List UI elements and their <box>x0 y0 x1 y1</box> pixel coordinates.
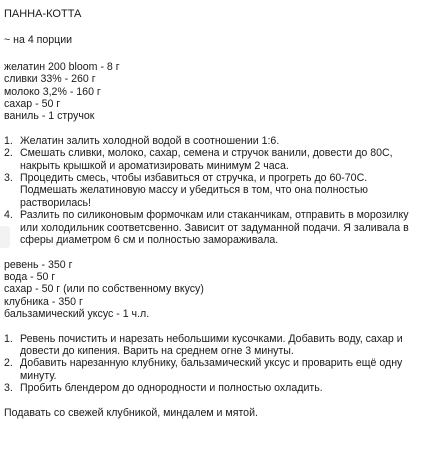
step-number: 2. <box>4 147 13 160</box>
step-text: Желатин залить холодной водой в соотношении 1:6. <box>20 134 280 147</box>
ingredient-line: сахар - 50 г <box>4 98 61 111</box>
step-item <box>4 172 440 209</box>
portions-note: ~ на 4 порции <box>4 34 73 47</box>
step-text: сферы диаметром 6 см и полностью замораживала. <box>20 234 279 247</box>
serving-note: Подавать со свежей клубникой, миндалем и мятой. <box>4 406 258 419</box>
step-item <box>4 209 440 246</box>
step-number: 2. <box>4 357 13 370</box>
step-text: или холодильник соответсвенно. Зависит от задуманной подачи. Я заливала в <box>20 221 409 234</box>
panna-cotta-ingredients <box>4 61 440 123</box>
recipe-title: ПАННА-КОТТА <box>4 8 82 20</box>
step-item <box>4 147 440 172</box>
ingredient-line: молоко 3,2% - 160 г <box>4 85 101 98</box>
step-text: Добавить нарезанную клубнику, бальзамический уксус и проварить ещё одну <box>20 357 403 370</box>
step-number: 3. <box>4 172 13 185</box>
step-item <box>4 382 440 394</box>
step-text: Разлить по силиконовым формочкам или стаканчикам, отправить в морозилку <box>20 209 409 222</box>
step-number: 1. <box>4 134 13 147</box>
step-text: растворилась! <box>20 196 91 209</box>
step-text: накрыть крышкой и ароматизировать минимум 2 часа. <box>20 159 289 172</box>
ingredient-line: вода - 50 г <box>4 270 56 283</box>
step-text: Подмешать желатиновую массу и убедиться в том, что она полностью <box>20 184 368 197</box>
step-text: довести до кипения. Варить на среднем огне 3 минуты. <box>20 344 294 357</box>
step-number: 3. <box>4 382 13 395</box>
step-text: минуту. <box>20 369 57 382</box>
step-item <box>4 357 440 382</box>
sauce-steps <box>4 333 440 395</box>
step-text: Процедить смесь, чтобы избавиться от стручка, и прогреть до 60-70С. <box>20 172 368 185</box>
ingredient-line: бальзамический уксус - 1 ч.л. <box>4 308 150 321</box>
step-text: Пробить блендером до однородности и полностью охладить. <box>20 382 323 395</box>
ingredient-line: сахар - 50 г (или по собственному вкусу) <box>4 283 204 296</box>
step-number: 4. <box>4 209 13 222</box>
ingredient-line: сливки 33% - 260 г <box>4 73 96 86</box>
step-number: 1. <box>4 332 13 345</box>
ingredient-line: ревень - 350 г <box>4 258 73 271</box>
ingredient-line: ваниль - 1 стручок <box>4 110 95 123</box>
step-text: Смешать сливки, молоко, сахар, семена и стручок ванили, довести до 80С, <box>20 147 393 160</box>
step-item <box>4 135 440 147</box>
step-text: Ревень почистить и нарезать небольшими кусочками. Добавить воду, сахар и <box>20 332 403 345</box>
recipe-document <box>4 8 440 419</box>
sauce-ingredients <box>4 259 440 321</box>
ingredient-line: желатин 200 bloom - 8 г <box>4 60 120 73</box>
ingredient-line: клубника - 350 г <box>4 295 83 308</box>
step-item <box>4 333 440 358</box>
panna-cotta-steps <box>4 135 440 247</box>
